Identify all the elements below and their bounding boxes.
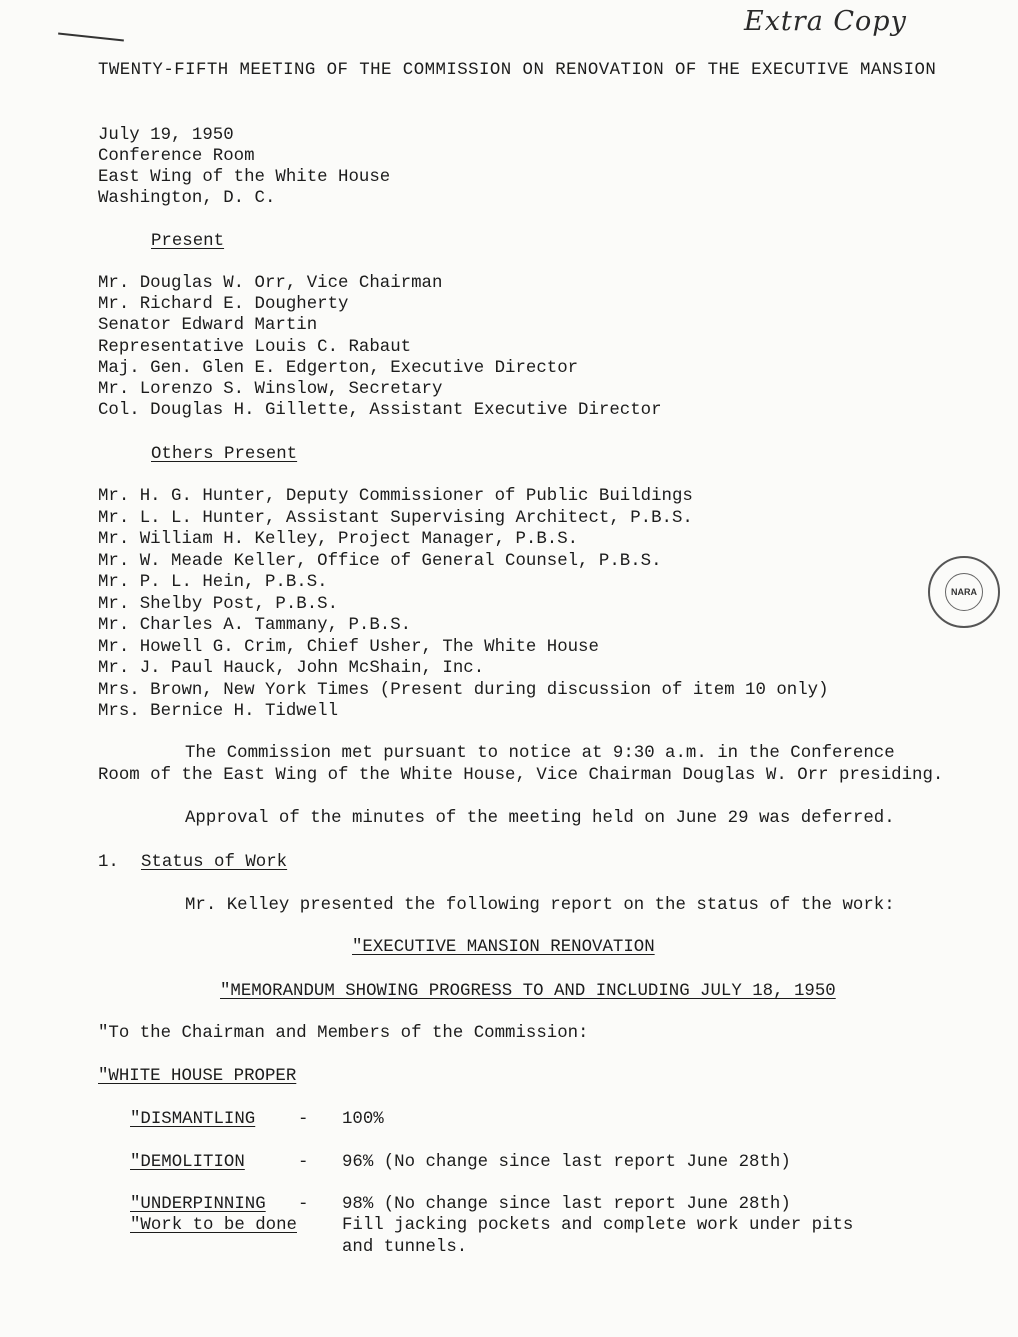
others-present-heading: Others Present [151, 445, 298, 464]
paragraph-deferred: Approval of the minutes of the meeting held on June 29 was deferred. [185, 809, 895, 828]
stamp-label: NARA [945, 573, 983, 611]
other-attendee: Mr. H. G. Hunter, Deputy Commissioner of Public Buildings [98, 487, 693, 506]
other-attendee: Mr. Howell G. Crim, Chief Usher, The White House [98, 638, 599, 657]
progress-value: 100% [342, 1110, 384, 1129]
work-to-be-done-line: and tunnels. [342, 1238, 468, 1257]
other-attendee: Mr. Shelby Post, P.B.S. [98, 595, 339, 614]
progress-value: 98% (No change since last report June 28th) [342, 1195, 791, 1214]
progress-label: "DEMOLITION [130, 1153, 245, 1172]
progress-value: 96% (No change since last report June 28th) [342, 1153, 791, 1172]
memo-subtitle: "MEMORANDUM SHOWING PROGRESS TO AND INCLUDING JULY 18, 1950 [220, 982, 836, 1001]
progress-label: "DISMANTLING [130, 1110, 256, 1129]
location-line: East Wing of the White House [98, 168, 391, 187]
dash: - [298, 1153, 309, 1172]
other-attendee: Mr. William H. Kelley, Project Manager, P.B.S. [98, 530, 579, 549]
attendee: Mr. Douglas W. Orr, Vice Chairman [98, 274, 443, 293]
attendee: Senator Edward Martin [98, 316, 318, 335]
attendee: Mr. Lorenzo S. Winslow, Secretary [98, 380, 443, 399]
paragraph-report-intro: Mr. Kelley presented the following report on the status of the work: [185, 896, 895, 915]
present-heading: Present [151, 232, 225, 251]
pen-mark [58, 33, 124, 42]
other-attendee: Mr. P. L. Hein, P.B.S. [98, 573, 328, 592]
other-attendee: Mr. L. L. Hunter, Assistant Supervising Architect, P.B.S. [98, 509, 693, 528]
dash: - [298, 1110, 309, 1129]
item-heading: Status of Work [141, 853, 288, 872]
other-attendee: Mr. Charles A. Tammany, P.B.S. [98, 616, 412, 635]
memo-title: "EXECUTIVE MANSION RENOVATION [352, 938, 655, 957]
nara-stamp [928, 556, 1000, 628]
document-title: TWENTY-FIFTH MEETING OF THE COMMISSION ON RENOVATION OF THE EXECUTIVE MANSION [98, 61, 937, 80]
paragraph-line: Room of the East Wing of the White House, Vice Chairman Douglas W. Orr presiding. [98, 766, 944, 785]
other-attendee: Mrs. Brown, New York Times (Present during discussion of item 10 only) [98, 681, 829, 700]
item-number: 1. [98, 853, 119, 872]
handwritten-note: Extra Copy [744, 6, 907, 37]
attendee: Col. Douglas H. Gillette, Assistant Executive Director [98, 401, 662, 420]
other-attendee: Mr. W. Meade Keller, Office of General Counsel, P.B.S. [98, 552, 662, 571]
location-line: Washington, D. C. [98, 189, 276, 208]
location-line: Conference Room [98, 147, 255, 166]
section-heading: "WHITE HOUSE PROPER [98, 1067, 297, 1086]
other-attendee: Mr. J. Paul Hauck, John McShain, Inc. [98, 659, 485, 678]
work-to-be-done-label: "Work to be done [130, 1216, 297, 1235]
attendee: Mr. Richard E. Dougherty [98, 295, 349, 314]
work-to-be-done-line: Fill jacking pockets and complete work under pits [342, 1216, 854, 1235]
salutation: "To the Chairman and Members of the Commission: [98, 1024, 589, 1043]
dash: - [298, 1195, 309, 1214]
paragraph-line: The Commission met pursuant to notice at 9:30 a.m. in the Conference [185, 744, 895, 763]
meeting-date: July 19, 1950 [98, 126, 234, 145]
other-attendee: Mrs. Bernice H. Tidwell [98, 702, 339, 721]
attendee: Maj. Gen. Glen E. Edgerton, Executive Director [98, 359, 579, 378]
attendee: Representative Louis C. Rabaut [98, 338, 412, 357]
progress-label: "UNDERPINNING [130, 1195, 266, 1214]
